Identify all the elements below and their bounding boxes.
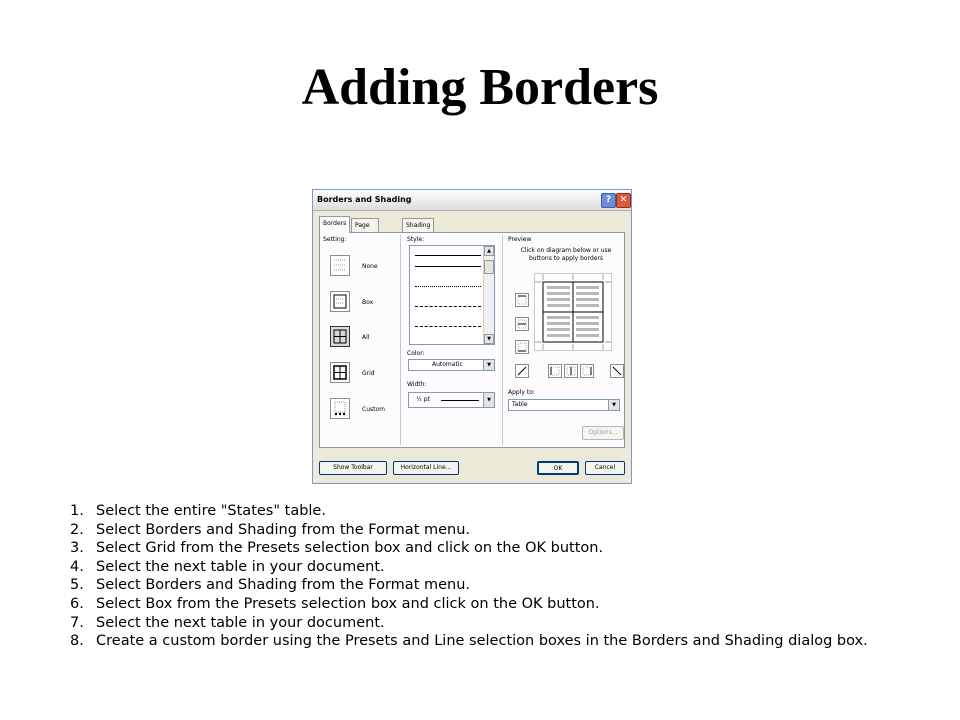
instruction-number: 1. <box>70 503 84 519</box>
scroll-down-icon[interactable]: ▼ <box>484 334 494 344</box>
dialog-titlebar[interactable] <box>313 190 631 211</box>
apply-to-value: Table <box>512 401 528 408</box>
borders-and-shading-dialog <box>312 189 632 484</box>
width-line-sample <box>441 400 479 401</box>
setting-box-label: Box <box>362 299 374 306</box>
color-value: Automatic <box>432 361 463 368</box>
instruction-item <box>70 576 890 595</box>
instruction-number: 6. <box>70 595 84 612</box>
all-setting-icon <box>332 328 348 345</box>
width-label: Width: <box>407 381 427 388</box>
inside-vertical-border-icon <box>565 365 577 377</box>
diagonal-down-border-button[interactable] <box>610 364 624 378</box>
preview-diagram[interactable] <box>534 273 612 351</box>
instruction-text: Select the entire "States" table. <box>96 503 326 519</box>
scroll-up-icon[interactable]: ▲ <box>484 246 494 256</box>
setting-none-label: None <box>362 263 378 270</box>
chevron-down-icon[interactable]: ▼ <box>483 360 494 370</box>
style-list[interactable] <box>409 245 495 345</box>
left-border-button[interactable] <box>548 364 562 378</box>
style-solid-line-2[interactable] <box>415 266 481 267</box>
none-setting-icon <box>332 257 348 274</box>
instruction-text: Select the next table in your document. <box>96 558 385 575</box>
instruction-number: 3. <box>70 540 84 557</box>
color-label: Color: <box>407 350 425 357</box>
tab-borders[interactable]: Borders <box>319 216 350 233</box>
grid-setting-icon <box>332 364 348 381</box>
separator <box>502 235 503 445</box>
right-border-button[interactable] <box>580 364 594 378</box>
instruction-number: 2. <box>70 521 84 538</box>
instruction-text: Select Grid from the Presets selection box and click on the OK button. <box>96 540 604 557</box>
setting-custom-button[interactable] <box>330 398 350 419</box>
chevron-down-icon[interactable]: ▼ <box>608 400 619 410</box>
preview-hint: Click on diagram below or use buttons to apply borders <box>520 247 612 262</box>
middle-border-button[interactable] <box>515 317 529 331</box>
top-border-button[interactable] <box>515 293 529 307</box>
setting-grid-button[interactable] <box>330 362 350 383</box>
apply-to-label: Apply to: <box>508 389 535 396</box>
bottom-border-icon <box>516 341 528 353</box>
show-toolbar-button[interactable]: Show Toolbar <box>319 461 387 475</box>
tab-page-border[interactable]: Page <box>351 218 379 232</box>
instruction-text: Select the next table in your document. <box>96 614 385 631</box>
instruction-number: 7. <box>70 614 84 631</box>
horizontal-line-button[interactable]: Horizontal Line... <box>393 461 459 475</box>
instruction-item <box>70 632 890 651</box>
separator <box>400 235 401 445</box>
diagonal-down-icon <box>611 365 623 377</box>
setting-grid-label: Grid <box>362 370 375 377</box>
close-button[interactable]: ✕ <box>616 193 631 208</box>
options-button[interactable]: Options... <box>582 426 624 440</box>
borders-panel <box>319 232 625 448</box>
instruction-item <box>70 521 890 540</box>
left-border-icon <box>549 365 561 377</box>
instruction-text: Select Box from the Presets selection box and click on the OK button. <box>96 595 600 612</box>
style-solid-line[interactable] <box>415 255 481 256</box>
instruction-number: 5. <box>70 577 84 594</box>
width-value: ½ pt <box>416 396 430 403</box>
instruction-item <box>70 558 890 577</box>
tab-shading[interactable]: Shading <box>402 218 434 232</box>
setting-none-button[interactable] <box>330 255 350 276</box>
style-dashed-line[interactable] <box>415 306 481 307</box>
preview-label: Preview <box>508 236 532 243</box>
right-border-icon <box>581 365 593 377</box>
instruction-item <box>70 614 890 633</box>
instruction-item <box>70 502 890 521</box>
apply-to-select[interactable] <box>508 399 620 411</box>
width-select[interactable] <box>408 392 495 408</box>
diagonal-up-border-button[interactable] <box>515 364 529 378</box>
box-setting-icon <box>332 293 348 310</box>
instruction-number: 8. <box>70 633 84 650</box>
center-border-button[interactable] <box>564 364 578 378</box>
cancel-button[interactable]: Cancel <box>585 461 625 475</box>
instruction-list <box>70 502 890 651</box>
instruction-text: Select Borders and Shading from the Format menu. <box>96 577 471 594</box>
bottom-border-button[interactable] <box>515 340 529 354</box>
instruction-text: Create a custom border using the Presets and Line selection boxes in the Borders and Shading dialog box. <box>96 633 868 650</box>
setting-all-button[interactable] <box>330 326 350 347</box>
chevron-down-icon[interactable]: ▼ <box>483 393 494 407</box>
color-select[interactable] <box>408 359 495 371</box>
style-scrollbar[interactable] <box>483 246 494 344</box>
ok-button[interactable]: OK <box>537 461 579 475</box>
instruction-text: Select Borders and Shading from the Format menu. <box>96 521 471 538</box>
setting-custom-label: Custom <box>362 406 385 413</box>
table-preview-icon <box>535 274 611 350</box>
setting-all-label: All <box>362 334 370 341</box>
setting-label: Setting: <box>323 236 347 243</box>
custom-setting-icon <box>332 400 348 417</box>
instruction-item <box>70 539 890 558</box>
instruction-item <box>70 595 890 614</box>
scroll-thumb[interactable] <box>484 260 494 274</box>
setting-box-button[interactable] <box>330 291 350 312</box>
diagonal-up-icon <box>516 365 528 377</box>
dialog-title: Borders and Shading <box>317 195 412 204</box>
instruction-number: 4. <box>70 558 84 575</box>
style-dash-dot-line[interactable] <box>415 326 481 327</box>
style-label: Style: <box>407 236 425 243</box>
slide-title: Adding Borders <box>301 59 659 116</box>
help-button[interactable]: ? <box>601 193 616 208</box>
top-border-icon <box>516 294 528 306</box>
inside-horizontal-border-icon <box>516 318 528 330</box>
style-dotted-line[interactable] <box>415 286 481 287</box>
